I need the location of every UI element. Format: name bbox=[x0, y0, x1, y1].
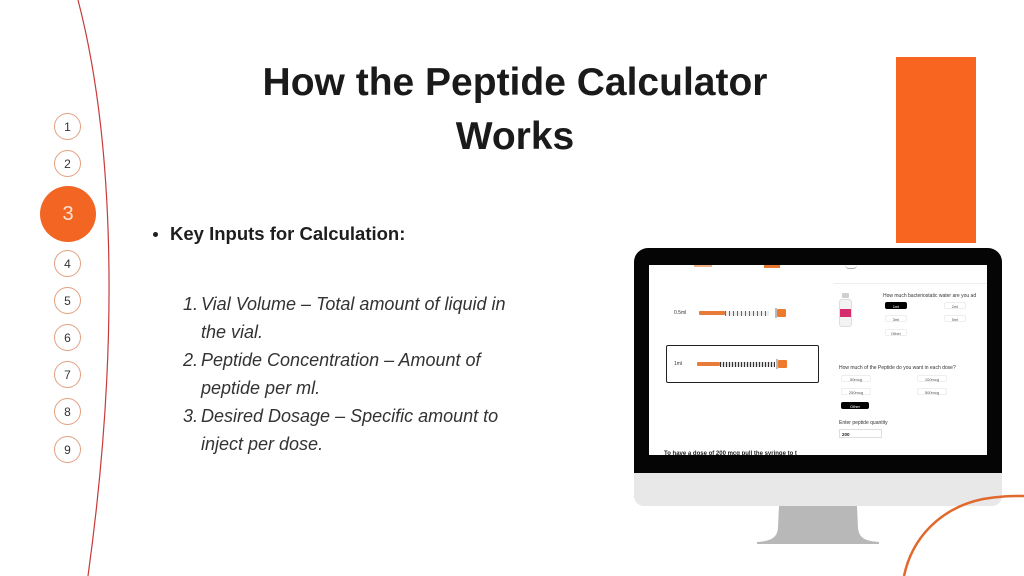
syringe-plunger-icon bbox=[777, 309, 786, 317]
nav-item-6[interactable] bbox=[54, 324, 81, 351]
water-option-3ml[interactable]: 3ml bbox=[885, 315, 907, 322]
bullet-dot-icon bbox=[153, 232, 158, 237]
nav-item-3-active[interactable] bbox=[40, 186, 96, 242]
nav-item-label: 3 bbox=[62, 202, 74, 225]
water-option-2ml[interactable]: 2ml bbox=[944, 302, 966, 309]
list-item-number: 3. bbox=[183, 406, 199, 426]
list-item-line: inject per dose. bbox=[201, 434, 324, 454]
nav-item-4[interactable] bbox=[54, 250, 81, 277]
title-line-2: Works bbox=[455, 115, 575, 158]
dose-option-100mcg[interactable]: 100mcg bbox=[917, 375, 947, 382]
vial-partial-icon bbox=[845, 265, 857, 269]
vial-icon bbox=[839, 293, 852, 327]
list-item-text bbox=[201, 290, 506, 346]
syringe-label: 1ml bbox=[674, 361, 683, 367]
water-option-other[interactable]: Other bbox=[885, 329, 907, 336]
dose-question-label: How much of the Peptide do you want in each dose? bbox=[839, 365, 956, 371]
slide-title bbox=[190, 56, 840, 164]
monitor-stand bbox=[757, 506, 879, 544]
list-item-text bbox=[201, 346, 481, 402]
nav-item-8[interactable] bbox=[54, 398, 81, 425]
nav-item-label: 2 bbox=[64, 156, 71, 171]
dose-option-250mcg[interactable]: 250mcg bbox=[841, 388, 871, 395]
calculator-screenshot bbox=[649, 265, 987, 455]
syringe-scale-icon bbox=[725, 311, 769, 316]
decorative-orange-rectangle bbox=[896, 57, 976, 243]
syringe-partial-icon bbox=[764, 265, 780, 268]
list-item-line: Desired Dosage – Specific amount to bbox=[201, 406, 499, 426]
nav-item-label: 7 bbox=[64, 367, 71, 382]
list-item bbox=[183, 346, 603, 402]
result-text-cut-off: To have a dose of 200 mcg pull the syringe to t bbox=[664, 451, 797, 455]
syringe-barrel-icon bbox=[699, 311, 725, 315]
nav-item-5[interactable] bbox=[54, 287, 81, 314]
monitor-illustration bbox=[634, 248, 1002, 544]
syringe-1ml-icon bbox=[697, 360, 792, 368]
water-question-label: How much bacteriostatic water are you ad bbox=[883, 293, 977, 299]
peptide-quantity-label: Enter peptide quantity bbox=[839, 420, 888, 426]
water-option-1ml[interactable]: 1ml bbox=[885, 302, 907, 309]
nav-item-label: 8 bbox=[64, 404, 71, 419]
slide-navigation bbox=[0, 0, 140, 576]
bullet-heading bbox=[153, 223, 405, 245]
peptide-quantity-input[interactable]: 200 bbox=[839, 429, 882, 438]
list-item-text bbox=[201, 402, 498, 458]
list-item bbox=[183, 290, 603, 346]
divider bbox=[834, 283, 987, 284]
syringe-0-5ml-option[interactable] bbox=[699, 309, 794, 317]
dose-option-500mcg[interactable]: 500mcg bbox=[917, 388, 947, 395]
nav-item-label: 1 bbox=[64, 119, 71, 134]
water-option-5ml[interactable]: 5ml bbox=[944, 315, 966, 322]
list-item-line: Peptide Concentration – Amount of bbox=[201, 350, 481, 370]
nav-item-7[interactable] bbox=[54, 361, 81, 388]
monitor-bezel bbox=[634, 248, 1002, 473]
key-inputs-list bbox=[183, 290, 603, 458]
syringe-scale-icon bbox=[720, 362, 775, 367]
dose-option-50mcg[interactable]: 50mcg bbox=[841, 375, 871, 382]
bullet-heading-text: Key Inputs for Calculation: bbox=[170, 223, 406, 244]
nav-item-label: 5 bbox=[64, 293, 71, 308]
monitor-chin bbox=[634, 473, 1002, 506]
syringe-barrel-icon bbox=[697, 362, 720, 366]
list-item-line: Vial Volume – Total amount of liquid in bbox=[201, 294, 506, 314]
syringe-label: 0.5ml bbox=[674, 310, 687, 316]
list-item-line: peptide per ml. bbox=[201, 378, 321, 398]
syringe-plunger-icon bbox=[778, 360, 787, 368]
nav-item-label: 9 bbox=[64, 442, 71, 457]
nav-item-label: 6 bbox=[64, 330, 71, 345]
list-item-number: 2. bbox=[183, 350, 199, 370]
nav-item-1[interactable] bbox=[54, 113, 81, 140]
list-item-line: the vial. bbox=[201, 322, 264, 342]
dose-option-other[interactable]: Other bbox=[841, 402, 869, 409]
list-item-number: 1. bbox=[183, 294, 199, 314]
syringe-partial-icon bbox=[694, 265, 712, 267]
nav-item-label: 4 bbox=[64, 256, 71, 271]
nav-item-2[interactable] bbox=[54, 150, 81, 177]
nav-item-9[interactable] bbox=[54, 436, 81, 463]
title-line-1: How the Peptide Calculator bbox=[262, 61, 768, 104]
list-item bbox=[183, 402, 603, 458]
